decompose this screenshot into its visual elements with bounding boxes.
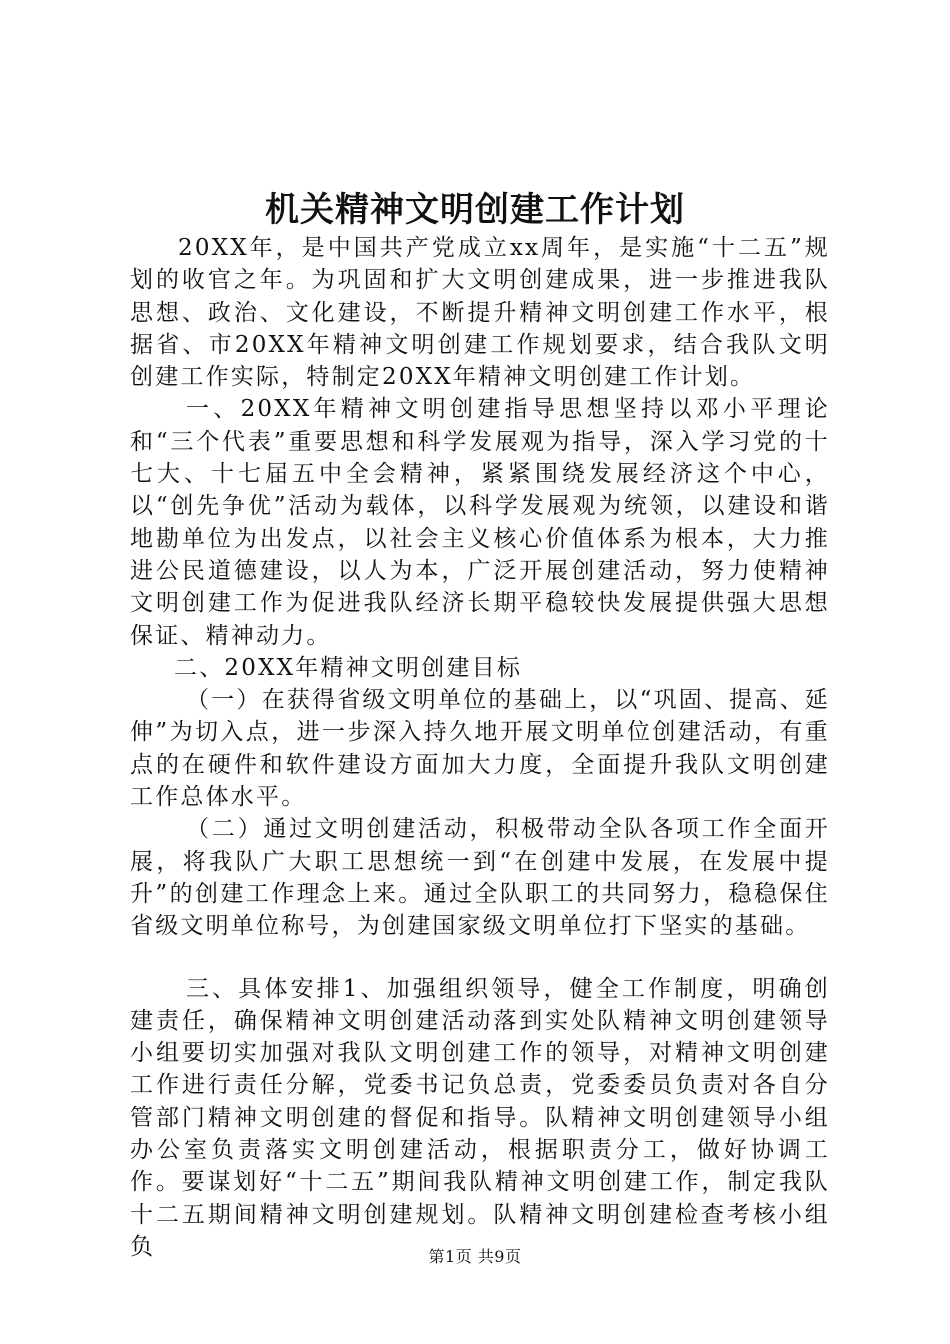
paragraph-goals-heading: 二、20XX年精神文明创建目标: [174, 654, 523, 681]
paragraph-goal-two: （二）通过文明创建活动，积极带动全队各项工作全面开展，将我队广大职工思想统一到“在创建中发展，在发展中提升”的创建工作理念上来。通过全队职工的共同努力，稳稳保住省级文明单位称号，为创建国家级文明单位打下坚实的基础。: [130, 816, 830, 940]
paragraph-intro: 20XX年，是中国共产党成立xx周年，是实施“十二五”规划的收官之年。为巩固和扩大文明创建成果，进一步推进我队思想、政治、文化建设，不断提升精神文明创建工作水平，根据省、市20XX年精神文明创建工作规划要求，结合我队文明创建工作实际，特制定20XX年精神文明创建工作计划。: [130, 235, 830, 391]
paragraph-guiding-thought: 一、20XX年精神文明创建指导思想坚持以邓小平理论和“三个代表”重要思想和科学发展观为指导，深入学习党的十七大、十七届五中全会精神，紧紧围绕发展经济这个中心，以“创先争优”活动为载体，以科学发展观为统领，以建设和谐地勘单位为出发点，以社会主义核心价值体系为根本，大力推进公民道德建设，以人为本，广泛开展创建活动，努力使精神文明创建工作为促进我队经济长期平稳较快发展提供强大思想保证、精神动力。: [130, 396, 830, 649]
page-number-footer: 第1页 共9页: [428, 1247, 522, 1266]
paragraph-goal-one: （一）在获得省级文明单位的基础上，以“巩固、提高、延伸”为切入点，进一步深入持久地开展文明单位创建活动，有重点的在硬件和软件建设方面加大力度，全面提升我队文明创建工作总体水平。: [130, 687, 830, 811]
document-body: [130, 232, 830, 1263]
paragraph-arrangements: 三、具体安排1、加强组织领导，健全工作制度，明确创建责任，确保精神文明创建活动落到实处队精神文明创建领导小组要切实加强对我队文明创建工作的领导，对精神文明创建工作进行责任分解，党委书记负总责，党委委员负责对各自分管部门精神文明创建的督促和指导。队精神文明创建领导小组办公室负责落实文明创建活动，根据职责分工，做好协调工作。要谋划好“十二五”期间我队精神文明创建工作，制定我队十二五期间精神文明创建规划。队精神文明创建检查考核小组负: [130, 975, 830, 1260]
document-title: 机关精神文明创建工作计划: [265, 190, 685, 230]
paragraph-spacer: [130, 943, 830, 973]
